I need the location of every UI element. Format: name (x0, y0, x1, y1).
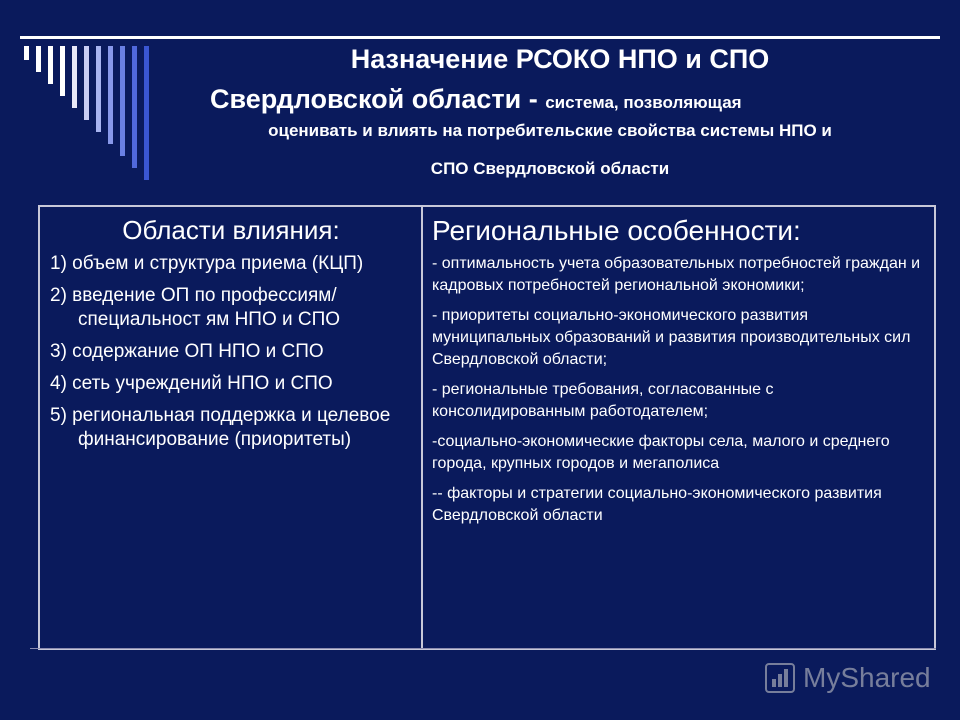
regional-features-column (432, 215, 930, 535)
feature-item: - региональные требования, согласованные с консолидированным работодателем; (432, 381, 774, 420)
regional-features-heading: Региональные особенности: (432, 215, 801, 246)
decorative-bar (24, 46, 29, 60)
influence-item: 4) сеть учреждений НПО и СПО (50, 373, 333, 394)
column-divider (421, 207, 423, 648)
influence-item: 3) содержание ОП НПО и СПО (50, 341, 324, 362)
decorative-bar (48, 46, 53, 84)
bar-chart-icon (765, 663, 795, 693)
influence-areas-heading: Области влияния: (122, 215, 340, 245)
content-table (38, 205, 936, 650)
decorative-line (20, 36, 940, 39)
decorative-bar (96, 46, 101, 132)
decorative-bar (36, 46, 41, 72)
decorative-bar (108, 46, 113, 144)
decorative-bar (72, 46, 77, 108)
feature-item: - приоритеты социально-экономического развития муниципальных образований и развития производительных сил Свердловской области; (432, 307, 911, 368)
decorative-bar (84, 46, 89, 120)
feature-item: -социально-экономические факторы села, малого и среднего города, крупных городов и мегаполиса (432, 433, 890, 472)
feature-item: -- факторы и стратегии социально-экономического развития Свердловской области (432, 485, 882, 524)
title-line-4: СПО Свердловской области (430, 159, 670, 178)
title-line-3: оценивать и влиять на потребительские свойства системы НПО и (268, 121, 832, 140)
bottom-rule (30, 648, 936, 649)
decorative-bar (132, 46, 137, 168)
influence-areas-column (50, 215, 412, 460)
influence-item: 1) объем и структура приема (КЦП) (50, 253, 364, 274)
feature-item: - оптимальность учета образовательных потребностей граждан и кадровых потребностей региональной экономики; (432, 255, 921, 294)
influence-item: 2) введение ОП по профессиям/специальност ям НПО и СПО (50, 285, 341, 330)
decorative-bar (60, 46, 65, 96)
decorative-bar (144, 46, 149, 180)
title-line-1: Назначение РСОКО НПО и СПО (350, 44, 770, 74)
title-region: Свердловской области - (210, 84, 546, 114)
title-system: система, позволяющая (545, 93, 742, 112)
title-line-2 (210, 84, 910, 115)
decorative-bar (120, 46, 125, 156)
title-description (180, 118, 920, 194)
watermark-text: MyShared (803, 662, 931, 693)
influence-item: 5) региональная поддержка и целевое финансирование (приоритеты) (50, 405, 391, 450)
watermark-logo (765, 658, 931, 698)
